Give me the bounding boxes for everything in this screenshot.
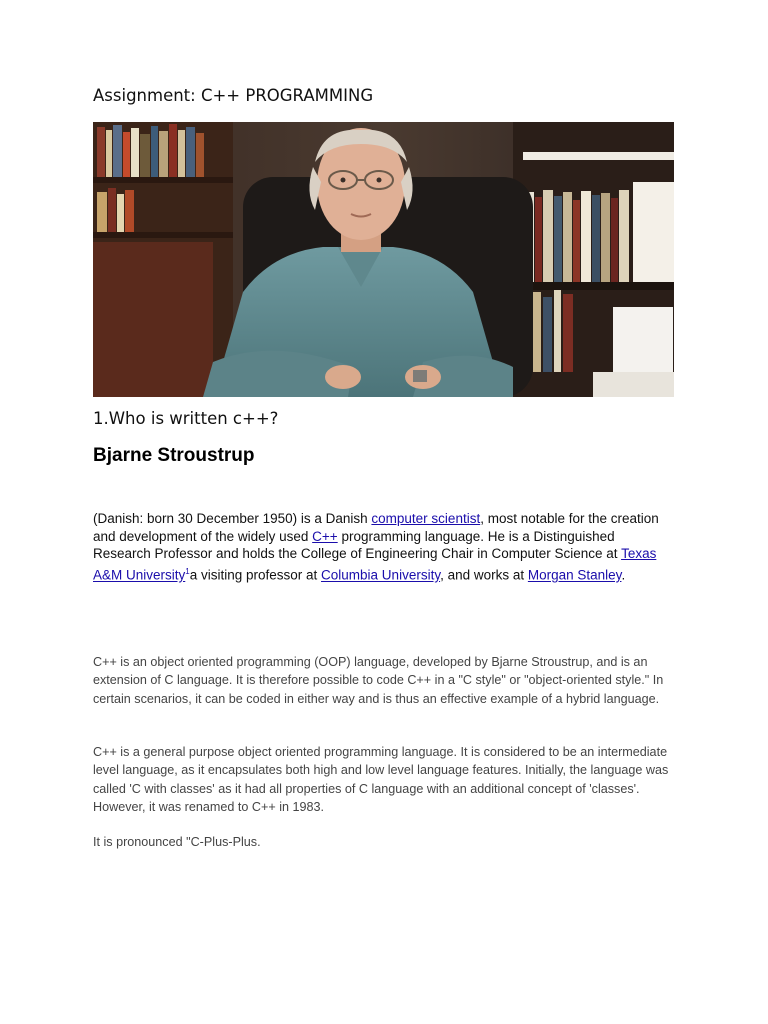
paragraph-pronunciation: It is pronounced "C-Plus-Plus. <box>93 835 261 849</box>
paragraph-oop: C++ is an object oriented programming (OOP) language, developed by Bjarne Stroustrup, and is an extension of C language. It is therefore possible to code C++ in a "C style" or "object-oriented style." In certain scenarios, it can be coded in either way and is thus an effective example of a hybrid language. <box>93 655 664 706</box>
computer-scientist-link[interactable]: computer scientist <box>371 511 481 526</box>
bio-text: (Danish: born 30 December 1950) is a Danish <box>93 511 372 526</box>
portrait-photo <box>93 122 674 397</box>
bio-text: , most notable for the creation and development of the widely used <box>93 511 659 544</box>
bio-text: a visiting professor at <box>189 567 322 583</box>
bio-text: . <box>621 567 626 583</box>
paragraph-general-purpose: C++ is a general purpose object oriented programming language. It is considered to be an intermediate level language, as it encapsulates both high and low level language features. Initially, the language was called 'C with classes' as it had all properties of C language with an additional concept of 'classes'. However, it was renamed to C++ in 1983. <box>93 745 669 814</box>
bio-text: , and works at <box>440 567 528 583</box>
morgan-stanley-link[interactable]: Morgan Stanley <box>527 567 622 583</box>
cpp-link[interactable]: C++ <box>312 528 338 544</box>
texas-am-link[interactable]: Texas A&M University <box>93 546 657 583</box>
answer-name-heading: Bjarne Stroustrup <box>93 445 255 466</box>
biography-paragraph <box>93 510 675 584</box>
columbia-university-link[interactable]: Columbia University <box>321 567 441 583</box>
bio-text: programming language. He is a Distinguished Research Professor and holds the College of Engineering Chair in Computer Science at <box>93 528 622 562</box>
document-title: Assignment: C++ PROGRAMMING <box>93 86 374 105</box>
question-heading: 1.Who is written c++? <box>93 409 279 428</box>
footnote-ref[interactable]: 1 <box>185 567 190 577</box>
